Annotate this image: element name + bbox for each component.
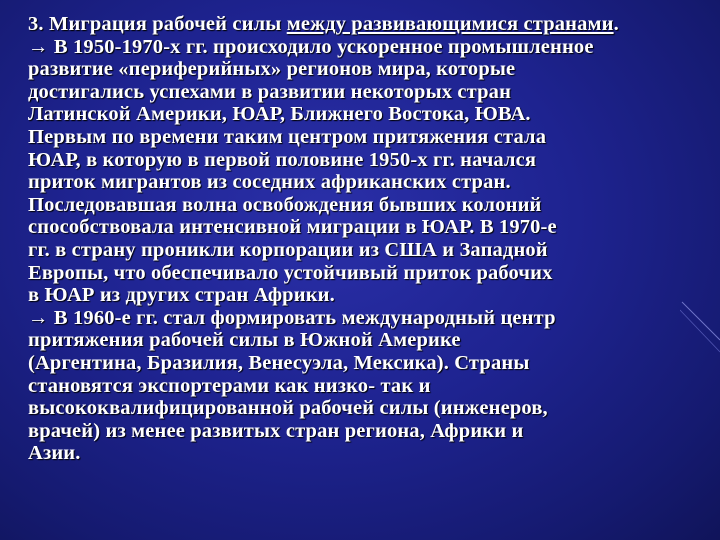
text-line: Европы, что обеспечивало устойчивый приток рабочих: [28, 261, 553, 284]
heading-underlined-text: между развивающимися странами: [286, 13, 614, 35]
text-line: (Аргентина, Бразилия, Венесуэла, Мексика). Страны: [28, 351, 530, 374]
heading-suffix: .: [613, 13, 619, 35]
text-line: становятся экспортерами как низко- так и: [28, 374, 431, 397]
slide-body: [28, 13, 698, 465]
text-line: притяжения рабочей силы в Южной Америке: [28, 329, 461, 352]
text-line: Латинской Америки, ЮАР, Ближнего Востока, ЮВА.: [28, 103, 531, 126]
text-line: врачей) из менее развитых стран региона, Африки и: [28, 419, 524, 442]
text-line: → В 1950-1970-х гг. происходило ускоренное промышленное: [28, 35, 594, 58]
text-line: способствовала интенсивной миграции в ЮАР. В 1970-е: [28, 216, 557, 239]
text-line: развитие «периферийных» регионов мира, которые: [28, 58, 516, 81]
text-line: высококвалифицированной рабочей силы (инженеров,: [28, 397, 548, 420]
text-line: в ЮАР из других стран Африки.: [28, 284, 335, 307]
paragraph-south-america: [28, 307, 698, 465]
heading-prefix: 3. Миграция рабочей силы: [28, 13, 287, 35]
text-line: Первым по времени таким центром притяжения стала: [28, 125, 547, 148]
text-line: приток мигрантов из соседних африканских стран.: [28, 171, 511, 194]
paragraph-south-africa: [28, 36, 698, 307]
text-line: Азии.: [28, 442, 81, 465]
text-line: достигались успехами в развитии некоторых стран: [28, 80, 512, 103]
text-line: ЮАР, в которую в первой половине 1950-х гг. начался: [28, 148, 537, 171]
section-heading: [28, 13, 698, 36]
text-line: гг. в страну проникли корпорации из США и Западной: [28, 238, 548, 261]
text-line: Последовавшая волна освобождения бывших колоний: [28, 193, 542, 216]
text-line: → В 1960-е гг. стал формировать международный центр: [28, 306, 556, 329]
